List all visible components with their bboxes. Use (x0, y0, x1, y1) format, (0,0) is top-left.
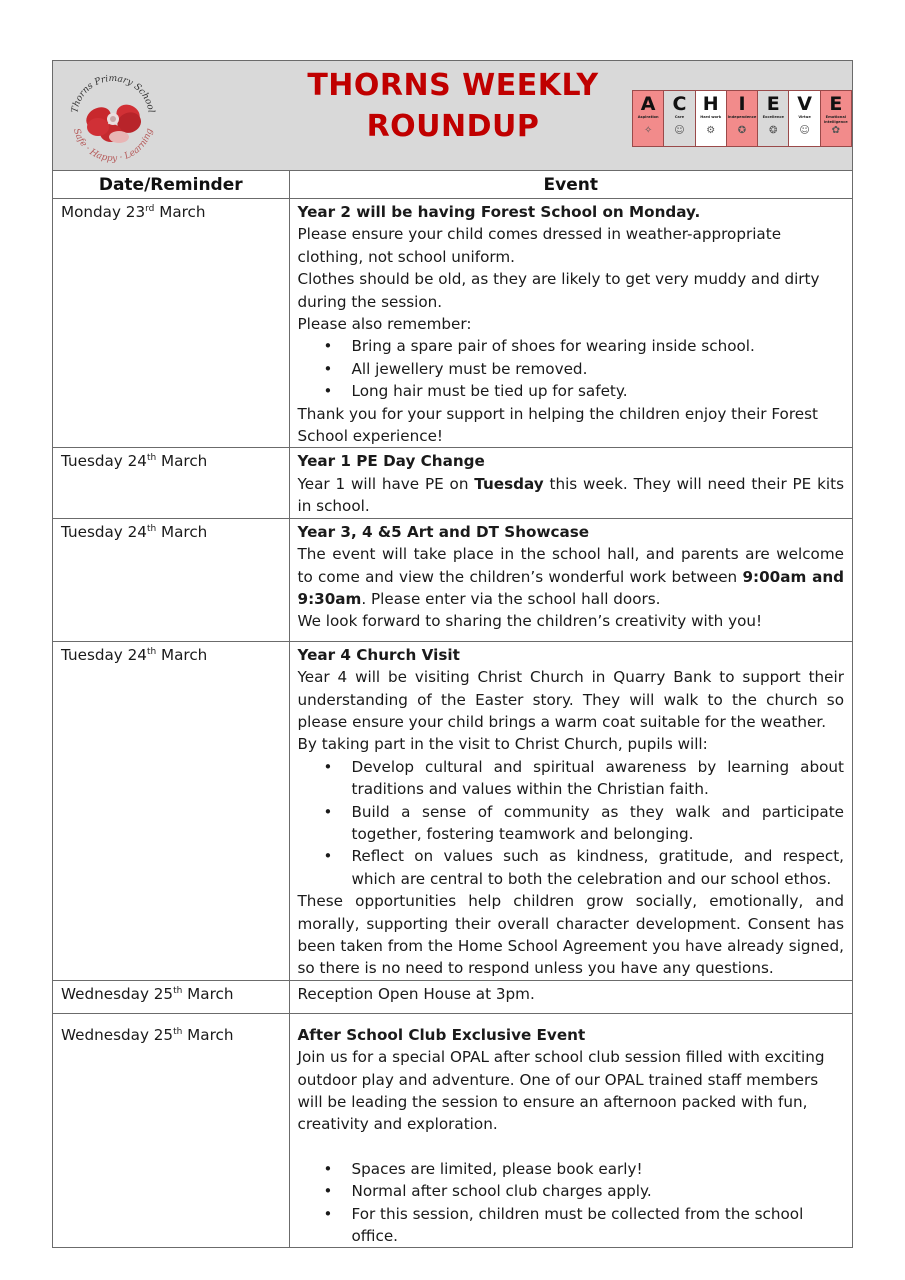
achieve-letter: E (766, 93, 780, 115)
bold-text: Tuesday (474, 474, 544, 493)
date-suffix: th (146, 646, 157, 657)
date-day: Tuesday 24 (61, 522, 147, 541)
event-cell (289, 199, 852, 448)
emotional-intelligence-icon: ✿ (831, 125, 841, 136)
date-day: Wednesday 25 (61, 984, 174, 1003)
title-line-1: THORNS WEEKLY (307, 68, 599, 103)
table-header-row (53, 171, 852, 199)
event-cell (289, 980, 852, 1013)
achieve-letter: I (738, 93, 746, 115)
date-suffix: th (173, 1026, 183, 1037)
event-title: After School Club Exclusive Event (297, 1025, 586, 1044)
list-item: • Develop cultural and spiritual awareness by learning about traditions and values within the Christian faith. (352, 756, 845, 801)
achieve-letter: C (672, 93, 687, 115)
list-item: • Bring a spare pair of shoes for wearing inside school. (352, 335, 845, 357)
virtue-icon: ☺ (799, 125, 810, 136)
achieve-word: Excellence (762, 115, 784, 119)
header-banner (53, 61, 852, 171)
event-cell (289, 518, 852, 641)
bold-text: 9:00am and 9:30am (297, 567, 844, 608)
date-day: Tuesday 24 (61, 645, 147, 664)
event-text: By taking part in the visit to Christ Church, pupils will: (297, 735, 708, 754)
text-run: The event will take place in the school hall, and parents are welcome to come and view the children’s wonderful work between (297, 545, 844, 586)
list-item: • Long hair must be tied up for safety. (352, 380, 845, 402)
achieve-letter: A (640, 93, 656, 115)
achieve-cell-care (664, 91, 695, 146)
table-row (53, 980, 852, 1013)
text-run: Year 1 will have PE on (297, 474, 475, 493)
achieve-cell-excellence (758, 91, 789, 146)
date-month: March (182, 1025, 234, 1044)
list-item: • Build a sense of community as they walk and participate together, fostering teamwork and belonging. (352, 801, 845, 846)
date-cell (53, 448, 289, 518)
event-cell (289, 1013, 852, 1247)
event-title: Year 2 will be having Forest School on Monday. (297, 203, 701, 221)
date-suffix: rd (145, 204, 155, 214)
date-cell (53, 1013, 289, 1247)
date-cell (53, 518, 289, 641)
column-header-event: Event (289, 171, 852, 199)
date-month: March (156, 645, 208, 664)
date-suffix: th (173, 985, 183, 996)
achieve-word: Care (674, 115, 685, 119)
achieve-word: Independence (727, 115, 757, 119)
list-item: • All jewellery must be removed. (352, 358, 845, 380)
spacer (298, 1136, 845, 1158)
event-cell (289, 641, 852, 980)
list-item: • Reflect on values such as kindness, gratitude, and respect, which are central to both the celebration and our school ethos. (352, 845, 845, 890)
date-cell (53, 199, 289, 448)
table-row (53, 518, 852, 641)
date-day: Tuesday 24 (61, 452, 147, 471)
bullet-list (298, 756, 845, 890)
achieve-word: Emotional intelligence (823, 115, 848, 124)
svg-text:Thorns Primary School (70, 74, 156, 114)
achieve-values-banner (632, 90, 852, 147)
table-row (53, 199, 852, 448)
event-text: Year 4 will be visiting Christ Church in Quarry Bank to support their understanding of the Easter story. They will walk to the church so please ensure your child brings a warm coat suitable for the weather. (297, 668, 844, 731)
table-row (53, 641, 852, 980)
event-text: Join us for a special OPAL after school club session filled with exciting outdoor play and adventure. One of our OPAL trained staff members will be leading the session to ensure an afternoon packed with fun, creativity and exploration. (297, 1048, 825, 1134)
bullet-list (298, 1158, 845, 1248)
care-icon: ☺ (674, 125, 685, 136)
achieve-word: Aspiration (637, 115, 659, 119)
logo-bottom-text: Safe · Happy · Learning (70, 127, 156, 163)
table-row (53, 1013, 852, 1247)
list-item: • Normal after school club charges apply. (352, 1180, 845, 1202)
event-text: Please ensure your child comes dressed in weather-appropriate clothing, not school uniform. (297, 225, 782, 266)
text-run: . Please enter via the school hall doors. (361, 589, 661, 608)
achieve-letter: H (702, 93, 719, 115)
table-row (53, 448, 852, 518)
newsletter-sheet (52, 60, 853, 1248)
bullet-list (298, 335, 845, 402)
newsletter-title (293, 65, 613, 147)
event-title: Year 1 PE Day Change (297, 452, 485, 471)
achieve-cell-hard-work (696, 91, 727, 146)
list-item: • Spaces are limited, please book early! (352, 1158, 845, 1180)
event-text: Please also remember: (297, 315, 472, 334)
event-cell (289, 448, 852, 518)
achieve-word: Hard work (700, 115, 722, 119)
event-title: Year 3, 4 &5 Art and DT Showcase (297, 522, 590, 541)
hard-work-icon: ⚙ (706, 125, 716, 136)
text-run: this week. They will need their PE kits in school. (297, 474, 844, 516)
event-title: Year 4 Church Visit (297, 645, 460, 664)
date-month: March (182, 984, 234, 1003)
date-cell (53, 980, 289, 1013)
excellence-icon: ❂ (769, 125, 778, 136)
date-suffix: th (146, 453, 157, 464)
event-text: We look forward to sharing the children’s creativity with you! (297, 612, 763, 631)
achieve-word: Virtue (798, 115, 811, 119)
events-table (53, 171, 852, 1247)
event-text: These opportunities help children grow socially, emotionally, and morally, supporting their overall character development. Consent has been taken from the Home School Agreement you have already signed, so there is no need to respond unless you have any questions. (297, 892, 844, 978)
date-month: March (154, 203, 206, 221)
event-text: Thank you for your support in helping the children enjoy their Forest School experience! (297, 404, 818, 446)
date-month: March (156, 452, 208, 471)
event-text (298, 473, 845, 518)
independence-icon: ✪ (737, 125, 747, 136)
achieve-cell-emotional-intelligence (821, 91, 851, 146)
title-line-2: ROUNDUP (366, 109, 540, 144)
event-text (298, 543, 845, 610)
column-header-date: Date/Reminder (53, 171, 289, 199)
list-item: • For this session, children must be collected from the school office. (352, 1203, 845, 1248)
aspiration-icon: ✧ (643, 125, 653, 136)
event-text: Clothes should be old, as they are likely to get very muddy and dirty during the session. (297, 270, 820, 311)
date-suffix: th (146, 523, 157, 534)
achieve-cell-independence (727, 91, 758, 146)
date-day: Monday 23 (61, 203, 146, 221)
date-month: March (156, 522, 208, 541)
logo-top-text: Thorns Primary School (70, 73, 156, 114)
achieve-cell-virtue (789, 91, 820, 146)
date-day: Wednesday 25 (61, 1025, 174, 1044)
achieve-letter: V (797, 93, 812, 115)
achieve-letter: E (829, 93, 843, 115)
achieve-cell-aspiration (633, 91, 664, 146)
event-text: Reception Open House at 3pm. (297, 984, 535, 1003)
school-logo-icon (63, 67, 163, 163)
date-cell (53, 641, 289, 980)
